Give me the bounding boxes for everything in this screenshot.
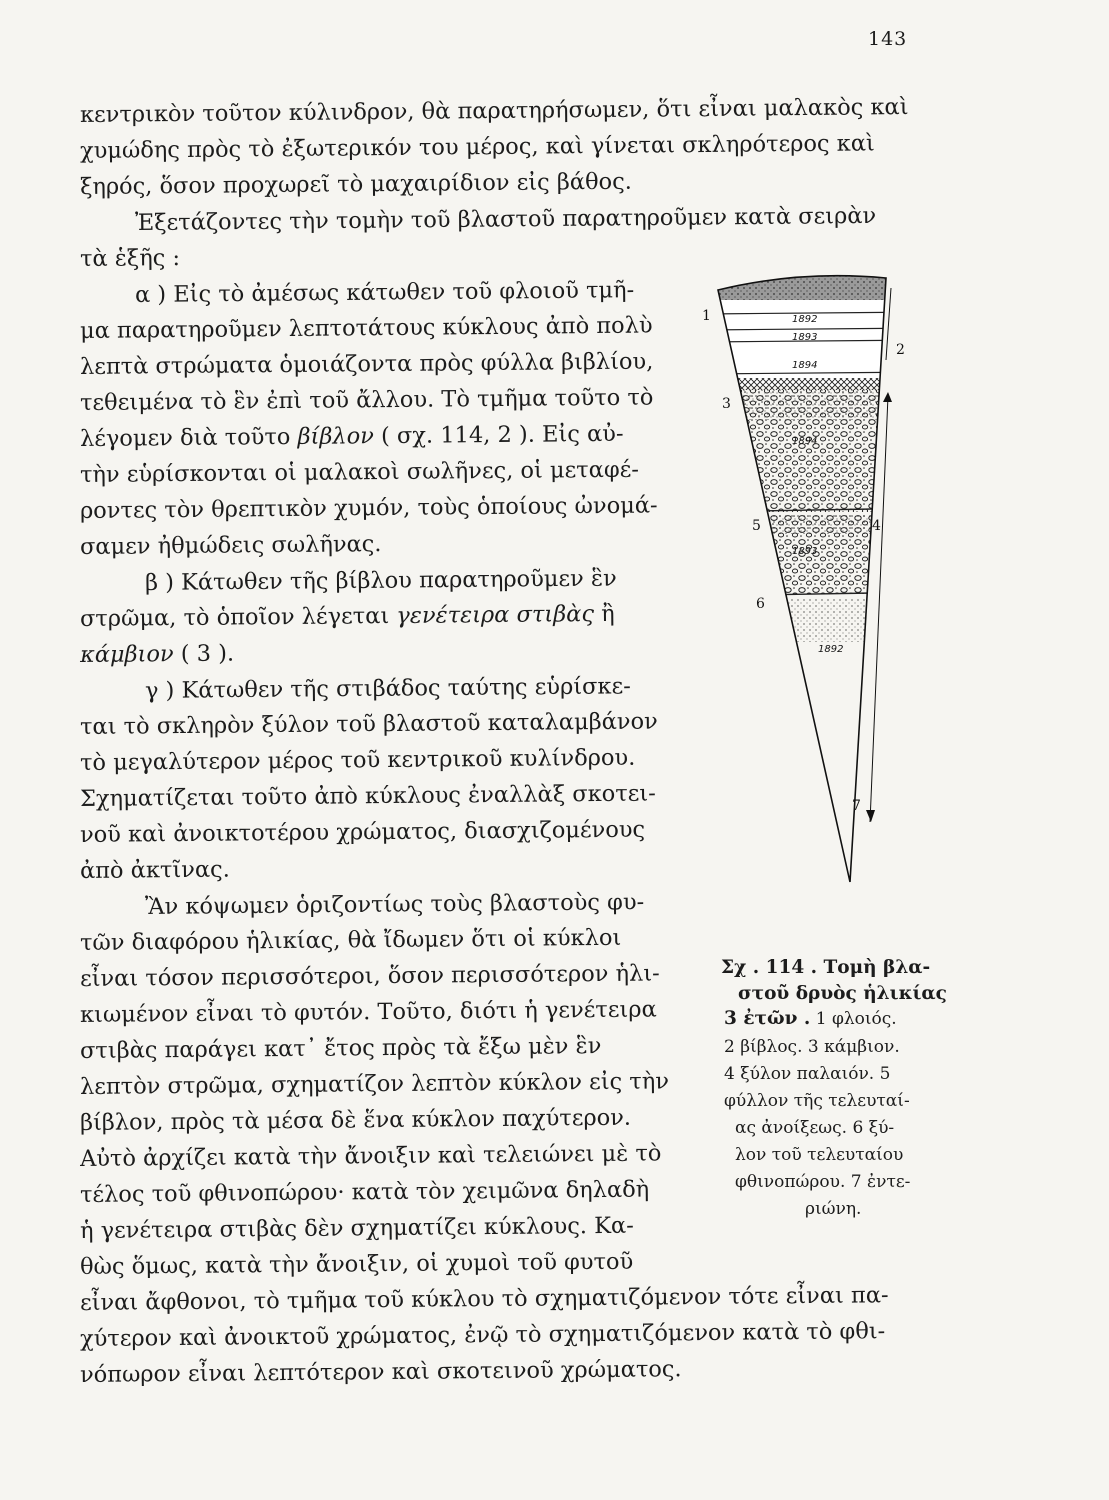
caption-title-part: 3 ἐτῶν . <box>724 1008 811 1029</box>
caption-line: φθινοπώρου. 7 ἐντε- <box>735 1172 911 1192</box>
figure-114-oak-section <box>700 262 930 922</box>
text-line: κιωμένον εἶναι τὸ φυτόν. Τοῦτο, διότι ἡ γενέτειρα <box>79 996 657 1028</box>
year-label: 1894 <box>792 436 818 447</box>
caption-line: λον τοῦ τελευταίου <box>735 1145 904 1165</box>
caption-line: φύλλον τῆς τελευταί- <box>724 1091 910 1111</box>
caption-line: ας ἀνοίξεως. 6 ξύ- <box>735 1118 895 1138</box>
text-line: χύτερον καὶ ἀνοικτοῦ χρώματος, ἐνῷ τὸ σχηματιζόμενον κατὰ τὸ φθι- <box>79 1318 886 1352</box>
caption-line: 2 βίβλος. 3 κάμβιον. <box>724 1037 900 1057</box>
text-line <box>80 599 615 634</box>
text-line: βίβλον, πρὸς τὰ μέσα δὲ ἕνα κύκλον παχύτερον. <box>79 1104 632 1136</box>
arrow-up-icon <box>883 392 892 402</box>
figure-number-label: 7 <box>852 798 861 814</box>
text-line <box>80 419 624 454</box>
text-line: σαμεν ἠθμώδεις σωλῆνας. <box>79 531 382 560</box>
text-line: ἀπὸ ἀκτῖνας. <box>79 856 230 884</box>
text-line: ται τὸ σκληρὸν ξύλον τοῦ βλαστοῦ καταλαμβάνον <box>79 708 658 740</box>
text-run: ἢ <box>601 600 615 627</box>
text-line: τὴν εὑρίσκονται οἱ μαλακοὶ σωλῆνες, οἱ μεταφέ- <box>79 456 640 488</box>
text-line: Ἐξετάζοντες τὴν τομὴν τοῦ βλαστοῦ παρατηροῦμεν κατὰ σειρὰν <box>134 202 877 236</box>
figure-number-label: 4 <box>872 518 881 534</box>
text-line: α ) Εἰς τὸ ἀμέσως κάτωθεν τοῦ φλοιοῦ τμῆ- <box>134 277 635 308</box>
wood-ring-1892 <box>700 598 930 642</box>
text-line: μα παρατηροῦμεν λεπτοτάτους κύκλους ἀπὸ πολὺ <box>79 312 653 344</box>
term-biblos: βίβλον <box>297 423 375 450</box>
page-number: 143 <box>868 28 908 50</box>
figure-number-label: 1 <box>702 308 711 324</box>
text-line: ροντες τὸν θρεπτικὸν χυμόν, τοὺς ὁποίους ὠνομά- <box>79 492 658 524</box>
term-kambion: κάμβιον <box>79 641 174 668</box>
figure-number-label: 6 <box>756 596 765 612</box>
text-line: Ἂν κόψωμεν ὁριζοντίως τοὺς βλαστοὺς φυ- <box>144 889 645 920</box>
stem-section-drawing <box>700 262 930 922</box>
cambium-layer <box>700 378 930 390</box>
caption-line <box>724 1007 897 1031</box>
arrow-down-icon <box>866 810 875 822</box>
text-line: νόπωρον εἶναι λεπτότερον καὶ σκοτεινοῦ χρώματος. <box>79 1356 682 1388</box>
year-label: 1893 <box>792 546 818 557</box>
text-run: ( 3 ). <box>180 640 235 668</box>
caption-text: 1 φλοιός. <box>815 1009 897 1029</box>
text-line: εἶναι τόσον περισσότεροι, ὅσον περισσότερον ἡλι- <box>79 960 660 992</box>
text-run: στρῶμα, τὸ ὁποῖον λέγεται <box>79 603 390 632</box>
text-run: ( σχ. 114, 2 ). Εἰς αὐ- <box>380 420 624 450</box>
year-label: 1893 <box>792 332 818 343</box>
text-line: ξηρός, ὅσον προχωρεῖ τὸ μαχαιρίδιον εἰς βάθος. <box>79 168 633 200</box>
text-line: Σχηματίζεται τοῦτο ἀπὸ κύκλους ἐναλλὰξ σκοτει- <box>79 780 656 812</box>
text-line: β ) Κάτωθεν τῆς βίβλου παρατηροῦμεν ἓν <box>144 565 617 596</box>
year-label: 1892 <box>792 314 818 325</box>
text-line: θὼς ὅμως, κατὰ τὴν ἄνοιξιν, οἱ χυμοὶ τοῦ φυτοῦ <box>79 1248 634 1280</box>
figure-number-label: 2 <box>896 342 905 358</box>
term-genetira: γενέτειρα στιβὰς <box>396 601 595 629</box>
caption-line: ριώνη. <box>805 1199 862 1219</box>
caption-line: 4 ξύλον παλαιόν. 5 <box>724 1064 891 1084</box>
text-line: στιβὰς παράγει κατ᾽ ἔτος πρὸς τὰ ἔξω μὲν ἓν <box>79 1032 602 1064</box>
text-line: τὸ μεγαλύτερον μέρος τοῦ κεντρικοῦ κυλίνδρου. <box>79 744 636 776</box>
text-line: τὰ ἑξῆς : <box>79 245 181 272</box>
year-label: 1894 <box>792 360 818 371</box>
text-line: τεθειμένα τὸ ἓν ἐπὶ τοῦ ἄλλου. Τὸ τμῆμα τοῦτο τὸ <box>79 384 654 416</box>
text-line: γ ) Κάτωθεν τῆς στιβάδος ταύτης εὑρίσκε- <box>144 673 631 704</box>
figure-number-label: 5 <box>752 518 761 534</box>
text-line: κεντρικὸν τοῦτον κύλινδρον, θὰ παρατηρήσωμεν, ὅτι εἶναι μαλακὸς καὶ <box>79 94 909 128</box>
text-line: χυμώδης πρὸς τὸ ἐξωτερικόν του μέρος, καὶ γίνεται σκληρότερος καὶ <box>79 130 875 164</box>
caption-line: στοῦ δρυὸς ἡλικίας <box>738 983 947 1004</box>
year-label: 1892 <box>818 644 844 655</box>
text-line: τῶν διαφόρου ἡλικίας, θὰ ἴδωμεν ὅτι οἱ κύκλοι <box>79 924 622 956</box>
text-line: Αὐτὸ ἀρχίζει κατὰ τὴν ἄνοιξιν καὶ τελειώνει μὲ τὸ <box>79 1140 662 1172</box>
text-line: ἡ γενέτειρα στιβὰς δὲν σχηματίζει κύκλους. Κα- <box>79 1212 634 1244</box>
text-line: λεπτὰ στρώματα ὁμοιάζοντα πρὸς φύλλα βιβλίου, <box>79 348 654 380</box>
caption-line: Σχ . 114 . Τομὴ βλα- <box>721 957 931 978</box>
text-line: λεπτὸν στρῶμα, σχηματίζον λεπτὸν κύκλον εἰς τὴν <box>79 1068 670 1100</box>
text-line: εἶναι ἄφθονοι, τὸ τμῆμα τοῦ κύκλου τὸ σχηματιζόμενον τότε εἶναι πα- <box>79 1282 889 1316</box>
measure-line <box>886 288 891 360</box>
figure-number-label: 3 <box>722 396 731 412</box>
text-line: τέλος τοῦ φθινοπώρου· κατὰ τὸν χειμῶνα δηλαδὴ <box>79 1176 650 1208</box>
bark-texture <box>700 262 930 300</box>
text-line <box>80 639 234 670</box>
text-run: λέγομεν διὰ τοῦτο <box>79 423 291 452</box>
text-line: νοῦ καὶ ἀνοικτοτέρου χρώματος, διασχιζομένους <box>79 816 646 848</box>
